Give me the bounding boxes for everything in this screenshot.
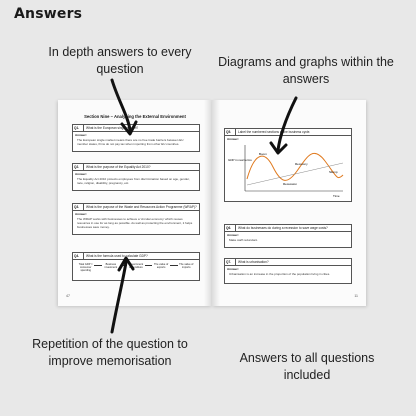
question-text: What is urbanisation? [238, 260, 269, 264]
flow-item: Government expenditure [128, 262, 144, 269]
flow-item: Business investment [104, 262, 118, 269]
question-number: Q3. [73, 204, 84, 210]
graph-xlabel: Time [333, 193, 340, 198]
answer-label: Answer: [75, 132, 87, 137]
answer-text: Make staff redundant. [229, 237, 258, 242]
page-title: Answers [14, 6, 83, 22]
question-number: Q4. [73, 253, 84, 259]
answer-text: The WRAP works with businesses to achieve a 'circular economy' which reuses resources in use for as long as possible. As well as protecting the environment, it helps businesses save money. [77, 216, 193, 229]
answer-text: The European single market means there are no free trade barriers between EU member states, firms do not pay tax when importing from other EU countries. [77, 137, 184, 146]
flow-item: Total GDP = consumer spending [78, 262, 93, 272]
callout-all-answers: Answers to all questions included [239, 351, 375, 382]
flow-item: The value of exports [153, 262, 169, 269]
graph-ylabel: GDP in real terms [228, 157, 252, 162]
page-number: 11 [354, 294, 358, 298]
callout-in-depth-answers: In depth answers to every question [48, 45, 192, 76]
flow-item: The value of imports [179, 262, 194, 269]
label-boom: Boom [259, 151, 267, 156]
answer-label: Answer: [75, 171, 87, 176]
answer-label: Answer: [75, 211, 87, 216]
arrow-down-left-icon [112, 80, 130, 130]
label-slump: Slump [329, 169, 338, 174]
callout-repetition: Repetition of the question to improve memorisation [32, 337, 188, 368]
callout-diagrams: Diagrams and graphs within the answers [218, 55, 394, 86]
answer-text: Urbanisation is an increase in the proportion of the population living in cities. [229, 271, 331, 276]
answer-label: Answer: [227, 266, 239, 271]
question-text: What is the purpose of the Waste and Resources Action Programme (WRAP)? [86, 205, 197, 209]
section-title: Section Nine – Analysing the External Environment [84, 114, 186, 119]
answer-text: The Equality Act 2010 protects employees from discrimination based on age, gender, race, religion, disability, pregnancy, etc. [77, 176, 190, 185]
page-number: 47 [66, 294, 70, 298]
question-text: What is the European single market? [86, 126, 139, 130]
question-text: What is the formula used to calculate GDP? [86, 254, 148, 258]
answer-label: Answer: [227, 232, 239, 237]
answer-label: Answer: [227, 136, 239, 141]
arrow-down-right-icon [278, 98, 296, 150]
question-number: Q2. [73, 164, 84, 170]
label-recession: Recession [283, 181, 298, 186]
question-text: What do businesses do during a recession to save wage costs? [238, 226, 328, 230]
question-number: Q5. [225, 129, 236, 135]
question-text: Label the numbered sections of the business cycle. [238, 130, 311, 134]
question-number: Q6. [225, 225, 236, 231]
question-text: What is the purpose of the Equality Act 2010? [86, 165, 151, 169]
question-number: Q1. [73, 125, 84, 131]
arrow-up-icon [112, 262, 126, 332]
label-recovery: Recovery [295, 161, 308, 166]
question-number: Q7. [225, 259, 236, 265]
